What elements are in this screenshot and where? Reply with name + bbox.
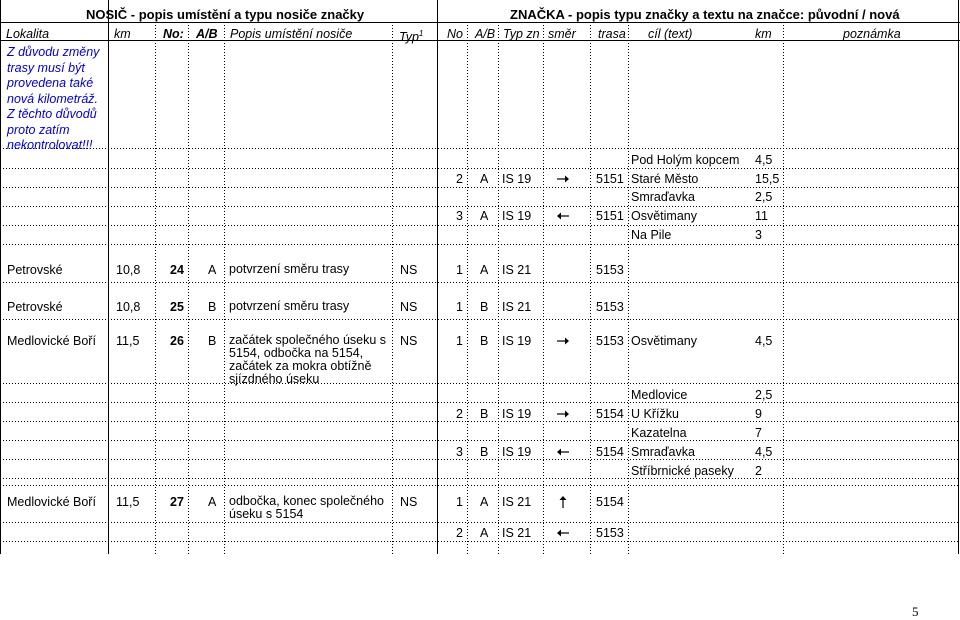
col-header-poznamka: poznámka xyxy=(843,27,901,41)
cell-trasa: 5153 xyxy=(596,263,624,277)
cell-znacka-ab: A xyxy=(480,526,489,540)
direction-arrow-right-icon xyxy=(556,407,570,421)
cell-typ-zn: IS 19 xyxy=(502,209,532,223)
col-header-cil: cíl (text) xyxy=(648,27,693,41)
cell-znacka-ab: A xyxy=(480,209,489,223)
cell-trasa: 5153 xyxy=(596,526,624,540)
cell-znacka-km: 2,5 xyxy=(755,388,773,402)
cell-trasa: 5151 xyxy=(596,209,624,223)
direction-arrow-left-icon xyxy=(556,209,570,223)
cell-cil: Stříbrnické paseky xyxy=(631,464,734,478)
cell-nosic-ab: B xyxy=(208,300,217,314)
cell-typ-zn: IS 19 xyxy=(502,445,532,459)
col-header-smer: směr xyxy=(548,27,576,41)
cell-nosic-no: 27 xyxy=(170,495,184,509)
col-header-ab: A/B xyxy=(196,27,218,41)
col-header-z-ab: A/B xyxy=(475,27,496,41)
cell-typ-zn: IS 21 xyxy=(502,495,532,509)
col-header-popis: Popis umístění nosiče xyxy=(230,27,353,41)
cell-nosic-km: 11,5 xyxy=(116,495,140,509)
cell-znacka-no: 3 xyxy=(456,209,463,223)
cell-cil: Smraďavka xyxy=(631,445,695,459)
cell-cil: Na Pile xyxy=(631,228,672,242)
col-header-z-no: No xyxy=(447,27,463,41)
cell-typ-zn: IS 21 xyxy=(502,526,532,540)
cell-znacka-ab: B xyxy=(480,407,489,421)
page-number: 5 xyxy=(912,604,919,619)
cell-nosic-ab: A xyxy=(208,495,217,509)
cell-cil: Staré Město xyxy=(631,172,699,186)
cell-znacka-no: 2 xyxy=(456,407,463,421)
col-header-typ: Typ$^1$ xyxy=(399,29,424,45)
cell-trasa: 5153 xyxy=(596,300,624,314)
cell-nosic-no: 25 xyxy=(170,300,184,314)
cell-znacka-ab: B xyxy=(480,445,489,459)
cell-popis: odbočka, konec společného úseku s 5154 xyxy=(229,494,384,521)
cell-znacka-km: 2,5 xyxy=(755,190,773,204)
cell-znacka-ab: B xyxy=(480,300,489,314)
cell-nosic-no: 24 xyxy=(170,263,184,277)
cell-typ-zn: IS 21 xyxy=(502,300,532,314)
cell-lokalita: Medlovické Boří xyxy=(7,495,96,509)
cell-znacka-no: 2 xyxy=(456,172,463,186)
cell-trasa: 5154 xyxy=(596,445,624,459)
cell-lokalita: Petrovské xyxy=(7,263,63,277)
cell-znacka-km: 7 xyxy=(755,426,762,440)
col-header-lokalita: Lokalita xyxy=(6,27,50,41)
cell-znacka-no: 1 xyxy=(456,334,463,348)
cell-typ: NS xyxy=(400,300,418,314)
cell-nosic-km: 10,8 xyxy=(116,263,141,277)
cell-nosic-km: 11,5 xyxy=(116,334,140,348)
warning-note: Z důvodu změny trasy musí být provedena také nová kilometráž. Z těchto důvodů proto zatím nekontrolovat!!! xyxy=(7,45,100,152)
cell-typ-zn: IS 21 xyxy=(502,263,532,277)
cell-nosic-ab: B xyxy=(208,334,217,348)
cell-trasa: 5151 xyxy=(596,172,624,186)
cell-cil: U Křížku xyxy=(631,407,679,421)
cell-znacka-ab: B xyxy=(480,334,489,348)
cell-znacka-km: 11 xyxy=(755,209,768,223)
cell-typ: NS xyxy=(400,495,418,509)
nosic-section-title: NOSIČ - popis umístění a typu nosiče značky xyxy=(86,7,365,22)
cell-cil: Osvětimany xyxy=(631,334,697,348)
cell-trasa: 5154 xyxy=(596,407,624,421)
cell-cil: Smraďavka xyxy=(631,190,695,204)
cell-znacka-no: 2 xyxy=(456,526,463,540)
col-header-no: No: xyxy=(163,27,184,41)
direction-arrow-up-icon xyxy=(556,495,570,509)
cell-trasa: 5154 xyxy=(596,495,624,509)
cell-trasa: 5153 xyxy=(596,334,624,348)
cell-znacka-no: 1 xyxy=(456,300,463,314)
cell-typ-zn: IS 19 xyxy=(502,172,532,186)
cell-lokalita: Medlovické Boří xyxy=(7,334,96,348)
cell-znacka-ab: A xyxy=(480,495,489,509)
cell-znacka-ab: A xyxy=(480,263,489,277)
cell-cil: Osvětimany xyxy=(631,209,697,223)
cell-typ: NS xyxy=(400,263,418,277)
cell-znacka-km: 15,5 xyxy=(755,172,780,186)
col-header-trasa: trasa xyxy=(598,27,626,41)
direction-arrow-right-icon xyxy=(556,334,570,348)
cell-znacka-ab: A xyxy=(480,172,489,186)
cell-cil: Pod Holým kopcem xyxy=(631,153,740,167)
cell-cil: Medlovice xyxy=(631,388,688,402)
col-header-km: km xyxy=(114,27,131,41)
cell-znacka-no: 1 xyxy=(456,495,463,509)
cell-nosic-no: 26 xyxy=(170,334,184,348)
cell-typ-zn: IS 19 xyxy=(502,334,532,348)
direction-arrow-right-icon xyxy=(556,172,570,186)
col-header-z-km: km xyxy=(755,27,772,41)
cell-znacka-no: 1 xyxy=(456,263,463,277)
cell-nosic-km: 10,8 xyxy=(116,300,141,314)
cell-popis: potvrzení směru trasy xyxy=(229,262,350,276)
cell-znacka-no: 3 xyxy=(456,445,463,459)
cell-cil: Kazatelna xyxy=(631,426,687,440)
cell-znacka-km: 4,5 xyxy=(755,445,773,459)
cell-typ-zn: IS 19 xyxy=(502,407,532,421)
cell-nosic-ab: A xyxy=(208,263,217,277)
cell-znacka-km: 4,5 xyxy=(755,334,773,348)
znacka-section-title: ZNAČKA - popis typu značky a textu na značce: původní / nová xyxy=(510,7,900,22)
cell-lokalita: Petrovské xyxy=(7,300,63,314)
cell-znacka-km: 9 xyxy=(755,407,762,421)
cell-znacka-km: 3 xyxy=(755,228,762,242)
cell-znacka-km: 4,5 xyxy=(755,153,773,167)
cell-popis: potvrzení směru trasy xyxy=(229,299,350,313)
col-header-typ-zn: Typ zn xyxy=(503,27,540,41)
direction-arrow-left-icon xyxy=(556,526,570,540)
cell-popis: začátek společného úseku s 5154, odbočka na 5154, začátek za mokra obtížně sjízdného úseku xyxy=(229,333,387,386)
cell-znacka-km: 2 xyxy=(755,464,762,478)
cell-typ: NS xyxy=(400,334,418,348)
direction-arrow-left-icon xyxy=(556,445,570,459)
